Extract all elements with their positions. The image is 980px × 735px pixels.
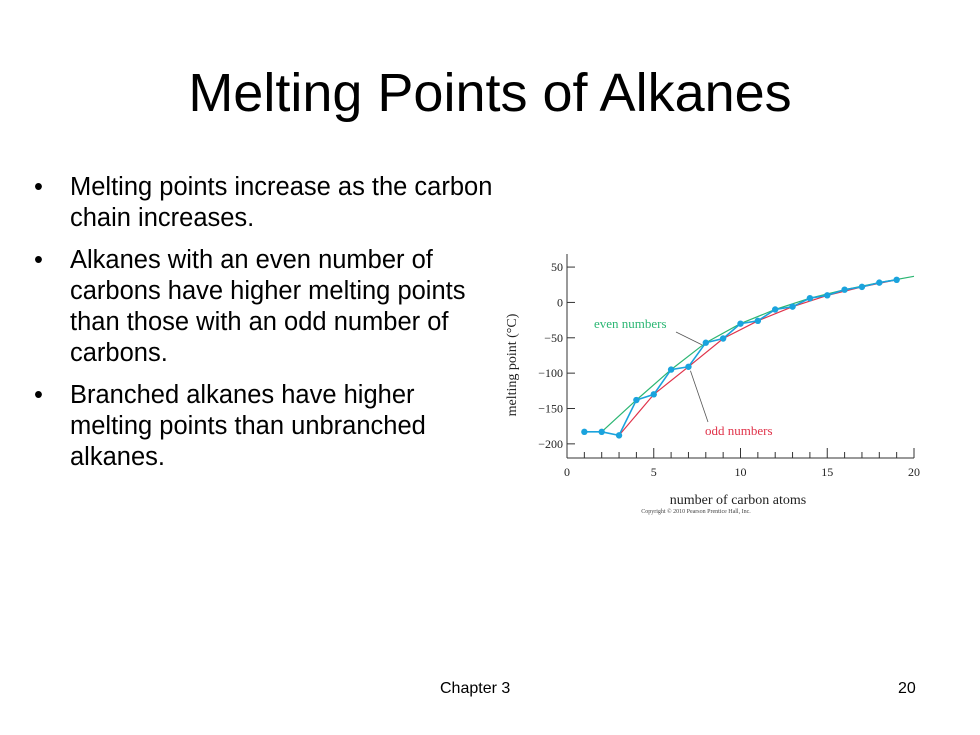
chart-annotations [594,316,773,438]
odd-trend-line [619,280,897,436]
y-tick-label: −50 [544,330,563,345]
y-axis-label: melting point (°C) [505,313,520,417]
bullet-text: Melting points increase as the carbon chain increases. [70,173,493,232]
data-point [772,306,778,312]
data-point [685,364,691,370]
footer-page-number: 20 [898,680,916,697]
y-tick-label: −100 [538,366,563,381]
odd-leader-line [690,371,708,422]
bullet-list [34,172,494,484]
data-point [737,320,743,326]
data-line [584,280,896,436]
x-tick-label: 5 [650,465,657,479]
data-point [893,277,899,283]
bullet-text: Alkanes with an even number of carbons have higher melting points than those with an odd number of carbons. [70,246,466,367]
data-point [755,318,761,324]
data-point [824,292,830,298]
bullet-text: Branched alkanes have higher melting points than unbranched alkanes. [70,381,426,471]
data-point [703,340,709,346]
bullet-dot: • [34,381,43,409]
melting-point-chart [496,250,936,530]
footer-chapter: Chapter 3 [440,680,511,697]
data-point [668,366,674,372]
bullet-item [34,380,494,473]
y-tick-label: 0 [557,295,563,310]
data-point [789,303,795,309]
x-tick-label: 20 [908,465,920,479]
bullet-dot: • [34,246,43,274]
even-leader-line [676,332,702,345]
y-tick-label: 50 [551,260,563,275]
data-point [651,391,657,397]
data-point [720,335,726,341]
data-point [616,432,622,438]
y-tick-label: −200 [538,436,563,451]
slide-title: Melting Points of Alkanes [188,63,792,123]
y-tick-label: −150 [538,401,563,416]
x-tick-label: 15 [821,465,834,479]
bullet-dot: • [34,173,43,201]
data-point [633,397,639,403]
even-trend-line [602,276,914,432]
bullet-item [34,245,494,369]
odd-numbers-label: odd numbers [705,423,773,438]
bullet-item [34,172,494,234]
data-point [859,284,865,290]
x-tick-label: 10 [734,465,747,479]
data-point [581,429,587,435]
x-axis-label: number of carbon atoms [669,493,807,508]
even-numbers-label: even numbers [594,316,667,331]
data-point [807,295,813,301]
data-point [599,429,605,435]
x-tick-label: 0 [564,465,570,479]
chart-series [584,276,914,435]
data-point [841,287,847,293]
copyright-note: Copyright © 2010 Pearson Prentice Hall, Inc. [641,509,751,515]
data-point [876,279,882,285]
